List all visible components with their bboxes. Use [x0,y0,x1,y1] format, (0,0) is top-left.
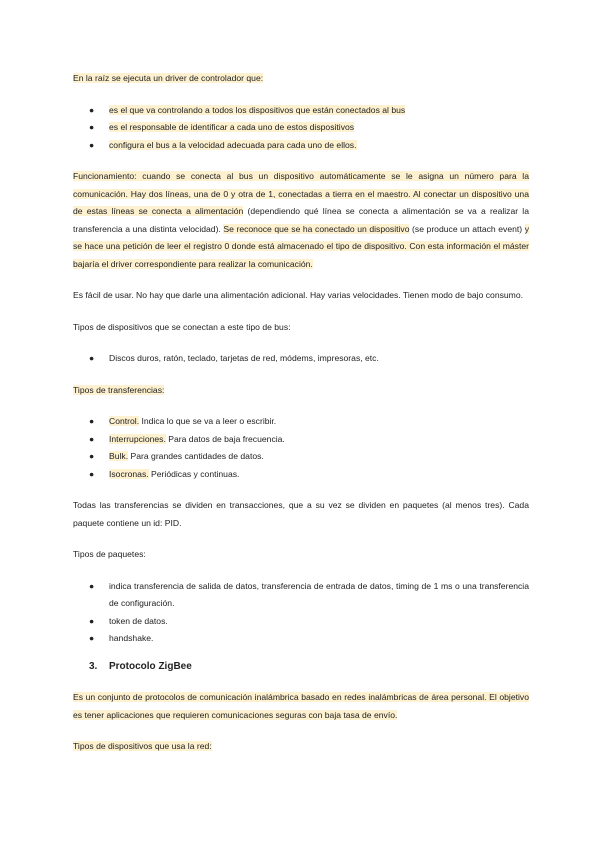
list-item: ● Discos duros, ratón, teclado, tarjetas de red, módems, impresoras, etc. [73,350,529,368]
section-heading [73,658,529,676]
zigbee-devices-title: Tipos de dispositivos que usa la red: [73,741,212,751]
bullet-icon: ● [89,122,95,132]
section-title: Protocolo ZigBee [109,660,192,672]
tipos-dispositivos-title: Tipos de dispositivos que se conectan a este tipo de bus: [73,321,291,332]
list-item: ● Interrupciones. Para datos de baja frecuencia. [73,431,529,449]
paquetes-list [73,578,529,648]
list-item: ● handshake. [73,630,529,648]
bullet-icon: ● [89,104,95,115]
list-item: ● configura el bus a la velocidad adecuada para cada uno de ellos. [73,137,529,155]
bullet-icon: ● [89,468,95,479]
section-number: 3. [89,660,98,672]
intro-bullet-list [73,102,529,155]
tipos-transferencias-title: Tipos de transferencias: [73,384,165,395]
list-item: ● Isocronas. Periódicas y continuas. [73,466,529,484]
bullet-icon: ● [89,139,95,150]
transferencias-list [73,413,529,483]
bullet-icon: ● [89,433,95,444]
list-item: ● es el que va controlando a todos los dispositivos que están conectados al bus [73,102,529,120]
tipos-dispositivos-list [73,350,529,368]
intro-paragraph: En la raíz se ejecuta un driver de controlador que: [73,73,264,83]
list-item: ● indica transferencia de salida de datos, transferencia de entrada de datos, timing de 1 ms o una transferencia de configuración. [73,578,529,613]
document-page [73,70,529,770]
zigbee-paragraph: Es un conjunto de protocolos de comunicación inalámbrica basado en redes inalámbricas de área personal. El objetivo es tener aplicaciones que requieren comunicaciones seguras con baja tasa de envío. [73,692,529,720]
tipos-paquetes-title: Tipos de paquetes: [73,549,146,559]
funcionamiento-paragraph: Funcionamiento: cuando se conecta al bus un dispositivo automáticamente se le asigna un número para la comunicación. Hay dos líneas, una de 0 y otra de 1, conectadas a tierra en el maestro. Al conectar un dispositivo una de estas líneas se conecta a alimentación (dependiendo qué línea se conecta a alimentación se va a realizar la transferencia a una distinta velocidad). Se reconoce que se ha conectado un dispositivo (se produce un attach event) y se hace una petición de leer el registro 0 donde está almacenado el tipo de dispositivo. Con esta información el máster bajaría el driver correspondiente para realizar la comunicación. [73,171,529,269]
facil-paragraph: Es fácil de usar. No hay que darle una alimentación adicional. Hay varias velocidades. Tienen modo de bajo consumo. [73,290,524,300]
bullet-icon: ● [89,580,95,591]
transacciones-paragraph: Todas las transferencias se dividen en transacciones, que a su vez se dividen en paquetes (al menos tres). Cada paquete contiene un id: PID. [73,500,529,528]
list-item: ● Bulk. Para grandes cantidades de datos. [73,448,529,466]
list-item: ● token de datos. [73,613,529,631]
bullet-icon: ● [89,615,95,626]
bullet-icon: ● [89,416,95,426]
bullet-icon: ● [89,353,95,363]
list-item: ● es el responsable de identificar a cada uno de estos dispositivos [73,119,529,137]
bullet-icon: ● [89,633,95,643]
bullet-icon: ● [89,451,95,461]
list-item: ● Control. Indica lo que se va a leer o escribir. [73,413,529,431]
